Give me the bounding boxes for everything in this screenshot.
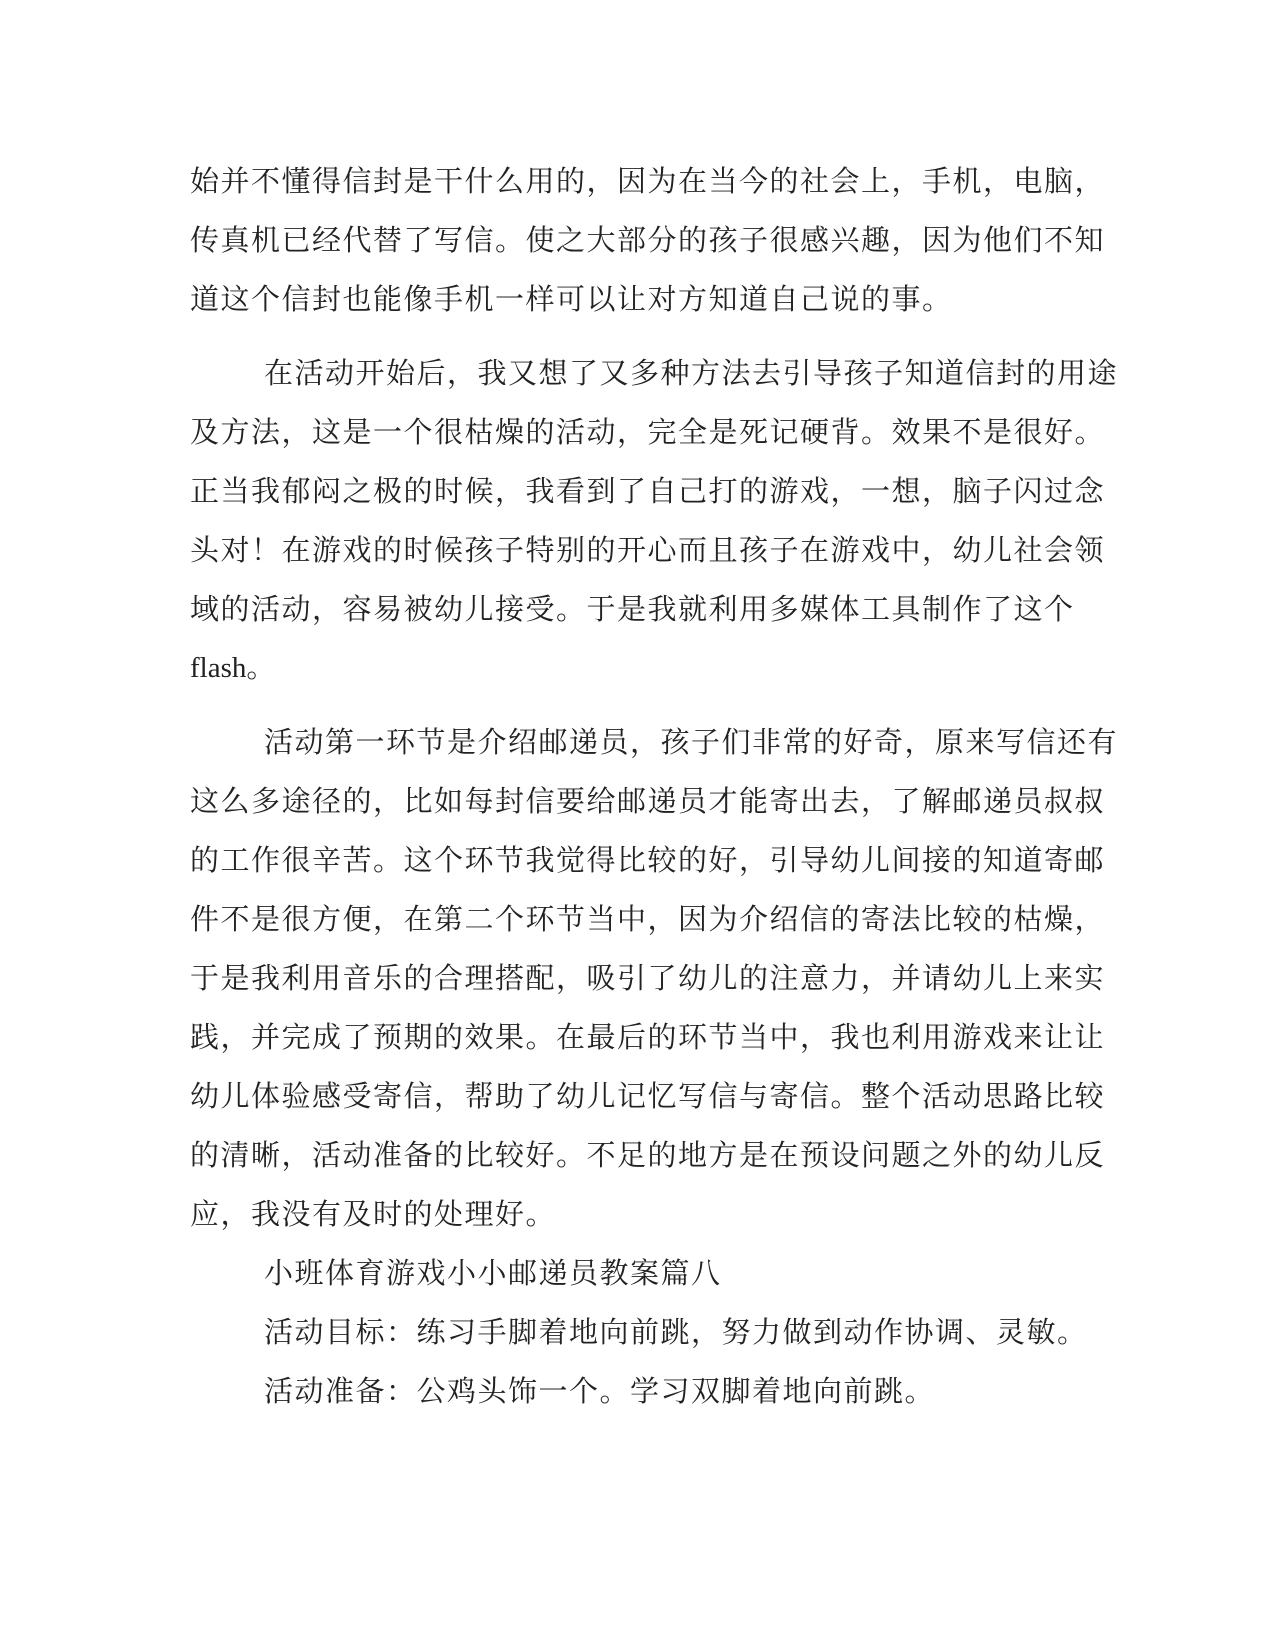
- paragraph-3-line-6: 践，并完成了预期的效果。在最后的环节当中，我也利用游戏来让让: [190, 1020, 1106, 1054]
- paragraph-3-line-3: 的工作很辛苦。这个环节我觉得比较的好，引导幼儿间接的知道寄邮: [190, 843, 1106, 877]
- paragraph-2-line-1: 在活动开始后，我又想了又多种方法去引导孩子知道信封的用途: [264, 356, 1119, 390]
- paragraph-3-line-9: 应，我没有及时的处理好。: [190, 1197, 557, 1231]
- section-title: 小班体育游戏小小邮递员教案篇八: [264, 1256, 722, 1290]
- activity-preparation: 活动准备：公鸡头饰一个。学习双脚着地向前跳。: [264, 1374, 936, 1408]
- paragraph-3-line-2: 这么多途径的，比如每封信要给邮递员才能寄出去，了解邮递员叔叔: [190, 784, 1106, 818]
- paragraph-3-line-4: 件不是很方便，在第二个环节当中，因为介绍信的寄法比较的枯燥，: [190, 902, 1106, 936]
- paragraph-3-line-5: 于是我利用音乐的合理搭配，吸引了幼儿的注意力，并请幼儿上来实: [190, 961, 1106, 995]
- paragraph-2-line-6: flash。: [190, 652, 276, 684]
- paragraph-3-line-8: 的清晰，活动准备的比较好。不足的地方是在预设问题之外的幼儿反: [190, 1138, 1106, 1172]
- activity-objective: 活动目标：练习手脚着地向前跳，努力做到动作协调、灵敏。: [264, 1315, 1088, 1349]
- paragraph-3-line-7: 幼儿体验感受寄信，帮助了幼儿记忆写信与寄信。整个活动思路比较: [190, 1079, 1106, 1113]
- paragraph-3-line-1: 活动第一环节是介绍邮递员，孩子们非常的好奇，原来写信还有: [264, 725, 1119, 759]
- paragraph-2-line-5: 域的活动，容易被幼儿接受。于是我就利用多媒体工具制作了这个: [190, 592, 1075, 626]
- paragraph-1-line-2: 传真机已经代替了写信。使之大部分的孩子很感兴趣，因为他们不知: [190, 223, 1106, 257]
- paragraph-2-line-2: 及方法，这是一个很枯燥的活动，完全是死记硬背。效果不是很好。: [190, 415, 1106, 449]
- paragraph-1-line-3: 道这个信封也能像手机一样可以让对方知道自己说的事。: [190, 282, 953, 316]
- paragraph-2-line-3: 正当我郁闷之极的时候，我看到了自己打的游戏，一想，脑子闪过念: [190, 474, 1106, 508]
- paragraph-2-line-4: 头对！在游戏的时候孩子特别的开心而且孩子在游戏中，幼儿社会领: [190, 533, 1106, 567]
- paragraph-1-line-1: 始并不懂得信封是干什么用的，因为在当今的社会上，手机，电脑，: [190, 164, 1106, 198]
